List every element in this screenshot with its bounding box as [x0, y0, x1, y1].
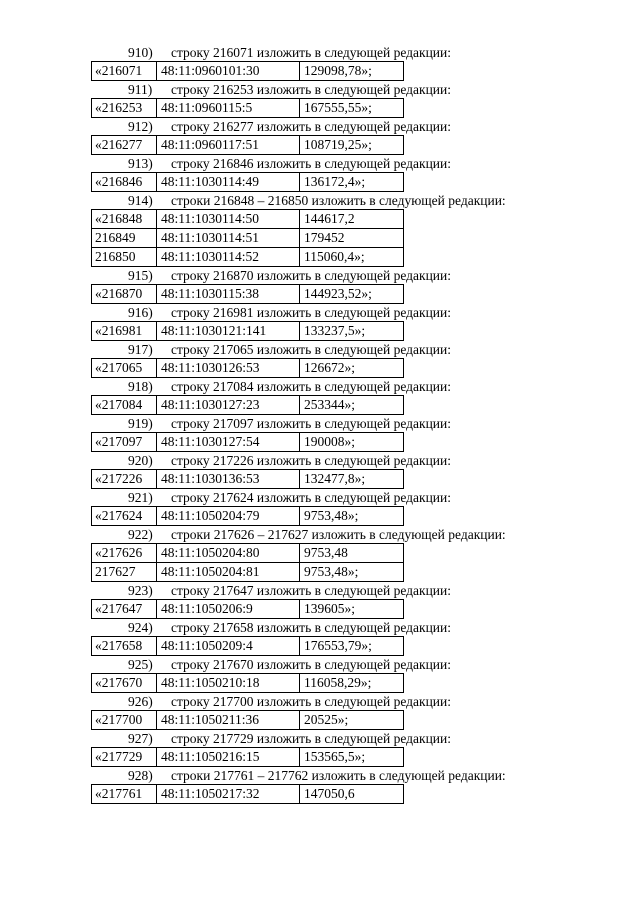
table-row [92, 563, 404, 582]
item-number: 913) [128, 156, 153, 171]
amendment-table [91, 747, 404, 767]
item-heading [0, 378, 640, 395]
cadastral-number-cell: 48:11:1050204:80 [157, 544, 300, 563]
value-cell: 144617,2 [300, 210, 404, 229]
amendment-table [91, 673, 404, 693]
item-heading [0, 582, 640, 599]
item-instruction: строку 217624 изложить в следующей редакции: [171, 490, 452, 505]
amendment-table [91, 284, 404, 304]
amendment-table [91, 636, 404, 656]
item-instruction: строку 217065 изложить в следующей редакции: [171, 342, 452, 357]
item-number: 922) [128, 527, 153, 542]
item-number: 923) [128, 583, 153, 598]
table-row [92, 470, 404, 489]
cadastral-number-cell: 48:11:1030121:141 [157, 322, 300, 341]
row-number-cell: 216849 [92, 229, 157, 248]
table-row [92, 285, 404, 304]
amendment-table [91, 395, 404, 415]
item-number: 912) [128, 119, 153, 134]
row-number-cell: «217097 [92, 433, 157, 452]
item-instruction: строку 216846 изложить в следующей редакции: [171, 156, 452, 171]
amendment-table [91, 506, 404, 526]
table-row [92, 711, 404, 730]
amendment-table [91, 710, 404, 730]
cadastral-number-cell: 48:11:0960117:51 [157, 136, 300, 155]
row-number-cell: «216253 [92, 99, 157, 118]
value-cell: 20525»; [300, 711, 404, 730]
table-row [92, 674, 404, 693]
item-heading [0, 118, 640, 135]
table-row [92, 99, 404, 118]
row-number-cell: 216850 [92, 248, 157, 267]
item-number: 915) [128, 268, 153, 283]
value-cell: 133237,5»; [300, 322, 404, 341]
item-number: 926) [128, 694, 153, 709]
value-cell: 9753,48»; [300, 563, 404, 582]
item-instruction: строку 216981 изложить в следующей редакции: [171, 305, 452, 320]
cadastral-number-cell: 48:11:1050216:15 [157, 748, 300, 767]
row-number-cell: «217670 [92, 674, 157, 693]
table-row [92, 136, 404, 155]
item-heading [0, 619, 640, 636]
item-number: 921) [128, 490, 153, 505]
table-row [92, 396, 404, 415]
amendment-table [91, 469, 404, 489]
value-cell: 116058,29»; [300, 674, 404, 693]
cadastral-number-cell: 48:11:1050211:36 [157, 711, 300, 730]
table-row [92, 748, 404, 767]
row-number-cell: «217226 [92, 470, 157, 489]
item-instruction: строку 217097 изложить в следующей редакции: [171, 416, 452, 431]
cadastral-number-cell: 48:11:1030126:53 [157, 359, 300, 378]
row-number-cell: «216846 [92, 173, 157, 192]
item-heading [0, 341, 640, 358]
value-cell: 126672»; [300, 359, 404, 378]
amendment-table [91, 135, 404, 155]
item-number: 919) [128, 416, 153, 431]
item-number: 910) [128, 45, 153, 60]
value-cell: 179452 [300, 229, 404, 248]
item-heading [0, 730, 640, 747]
table-row [92, 62, 404, 81]
table-row [92, 322, 404, 341]
item-number: 911) [128, 82, 153, 97]
row-number-cell: «217624 [92, 507, 157, 526]
item-instruction: строки 217761 – 217762 изложить в следующей редакции: [171, 768, 506, 783]
item-instruction: строку 217226 изложить в следующей редакции: [171, 453, 452, 468]
item-instruction: строку 216870 изложить в следующей редакции: [171, 268, 452, 283]
item-instruction: строку 216071 изложить в следующей редакции: [171, 45, 452, 60]
table-row [92, 544, 404, 563]
amendment-table [91, 229, 404, 248]
cadastral-number-cell: 48:11:1050204:81 [157, 563, 300, 582]
item-number: 920) [128, 453, 153, 468]
cadastral-number-cell: 48:11:1030136:53 [157, 470, 300, 489]
item-instruction: строку 217647 изложить в следующей редакции: [171, 583, 452, 598]
item-number: 916) [128, 305, 153, 320]
item-number: 928) [128, 768, 153, 783]
item-heading [0, 44, 640, 61]
cadastral-number-cell: 48:11:1050210:18 [157, 674, 300, 693]
cadastral-number-cell: 48:11:1030114:52 [157, 248, 300, 267]
amendment-table [91, 784, 404, 804]
row-number-cell: «217729 [92, 748, 157, 767]
item-number: 924) [128, 620, 153, 635]
cadastral-number-cell: 48:11:1030114:49 [157, 173, 300, 192]
value-cell: 144923,52»; [300, 285, 404, 304]
item-heading [0, 656, 640, 673]
amendment-table [91, 563, 404, 582]
item-heading [0, 304, 640, 321]
value-cell: 153565,5»; [300, 748, 404, 767]
cadastral-number-cell: 48:11:1030114:50 [157, 210, 300, 229]
amendment-table [91, 172, 404, 192]
item-instruction: строку 217700 изложить в следующей редакции: [171, 694, 452, 709]
table-row [92, 637, 404, 656]
row-number-cell: 217627 [92, 563, 157, 582]
cadastral-number-cell: 48:11:1030127:54 [157, 433, 300, 452]
table-row [92, 173, 404, 192]
cadastral-number-cell: 48:11:1050209:4 [157, 637, 300, 656]
value-cell: 147050,6 [300, 785, 404, 804]
amendment-table [91, 98, 404, 118]
value-cell: 108719,25»; [300, 136, 404, 155]
row-number-cell: «217647 [92, 600, 157, 619]
row-number-cell: «216981 [92, 322, 157, 341]
item-instruction: строку 216253 изложить в следующей редакции: [171, 82, 452, 97]
item-heading [0, 81, 640, 98]
document-page [0, 44, 640, 804]
cadastral-number-cell: 48:11:1050217:32 [157, 785, 300, 804]
cadastral-number-cell: 48:11:0960115:5 [157, 99, 300, 118]
table-row [92, 359, 404, 378]
item-instruction: строки 216848 – 216850 изложить в следующей редакции: [171, 193, 506, 208]
value-cell: 253344»; [300, 396, 404, 415]
amendment-table [91, 358, 404, 378]
cadastral-number-cell: 48:11:1050204:79 [157, 507, 300, 526]
cadastral-number-cell: 48:11:1050206:9 [157, 600, 300, 619]
value-cell: 136172,4»; [300, 173, 404, 192]
value-cell: 9753,48»; [300, 507, 404, 526]
row-number-cell: «217084 [92, 396, 157, 415]
item-heading [0, 489, 640, 506]
row-number-cell: «216848 [92, 210, 157, 229]
amendment-table [91, 209, 404, 229]
cadastral-number-cell: 48:11:0960101:30 [157, 62, 300, 81]
value-cell: 132477,8»; [300, 470, 404, 489]
value-cell: 115060,4»; [300, 248, 404, 267]
value-cell: 167555,55»; [300, 99, 404, 118]
value-cell: 190008»; [300, 433, 404, 452]
table-row [92, 229, 404, 248]
table-row [92, 433, 404, 452]
amendment-table [91, 248, 404, 267]
value-cell: 176553,79»; [300, 637, 404, 656]
item-heading [0, 267, 640, 284]
item-number: 914) [128, 193, 153, 208]
table-row [92, 507, 404, 526]
row-number-cell: «217700 [92, 711, 157, 730]
table-row [92, 600, 404, 619]
table-row [92, 785, 404, 804]
table-row [92, 210, 404, 229]
item-heading [0, 452, 640, 469]
item-number: 918) [128, 379, 153, 394]
item-instruction: строку 216277 изложить в следующей редакции: [171, 119, 452, 134]
amendment-table [91, 432, 404, 452]
value-cell: 129098,78»; [300, 62, 404, 81]
cadastral-number-cell: 48:11:1030114:51 [157, 229, 300, 248]
item-number: 925) [128, 657, 153, 672]
amendment-table [91, 599, 404, 619]
item-instruction: строку 217658 изложить в следующей редакции: [171, 620, 452, 635]
item-heading [0, 192, 640, 209]
item-instruction: строку 217670 изложить в следующей редакции: [171, 657, 452, 672]
item-instruction: строку 217729 изложить в следующей редакции: [171, 731, 452, 746]
row-number-cell: «216071 [92, 62, 157, 81]
row-number-cell: «217626 [92, 544, 157, 563]
row-number-cell: «217065 [92, 359, 157, 378]
value-cell: 9753,48 [300, 544, 404, 563]
item-number: 927) [128, 731, 153, 746]
cadastral-number-cell: 48:11:1030127:23 [157, 396, 300, 415]
item-heading [0, 526, 640, 543]
item-heading [0, 693, 640, 710]
row-number-cell: «216870 [92, 285, 157, 304]
item-heading [0, 155, 640, 172]
item-heading [0, 415, 640, 432]
row-number-cell: «217658 [92, 637, 157, 656]
cadastral-number-cell: 48:11:1030115:38 [157, 285, 300, 304]
value-cell: 139605»; [300, 600, 404, 619]
amendment-table [91, 61, 404, 81]
item-instruction: строку 217084 изложить в следующей редакции: [171, 379, 452, 394]
item-number: 917) [128, 342, 153, 357]
amendment-table [91, 321, 404, 341]
table-row [92, 248, 404, 267]
item-heading [0, 767, 640, 784]
row-number-cell: «217761 [92, 785, 157, 804]
item-instruction: строки 217626 – 217627 изложить в следующей редакции: [171, 527, 506, 542]
amendment-table [91, 543, 404, 563]
row-number-cell: «216277 [92, 136, 157, 155]
